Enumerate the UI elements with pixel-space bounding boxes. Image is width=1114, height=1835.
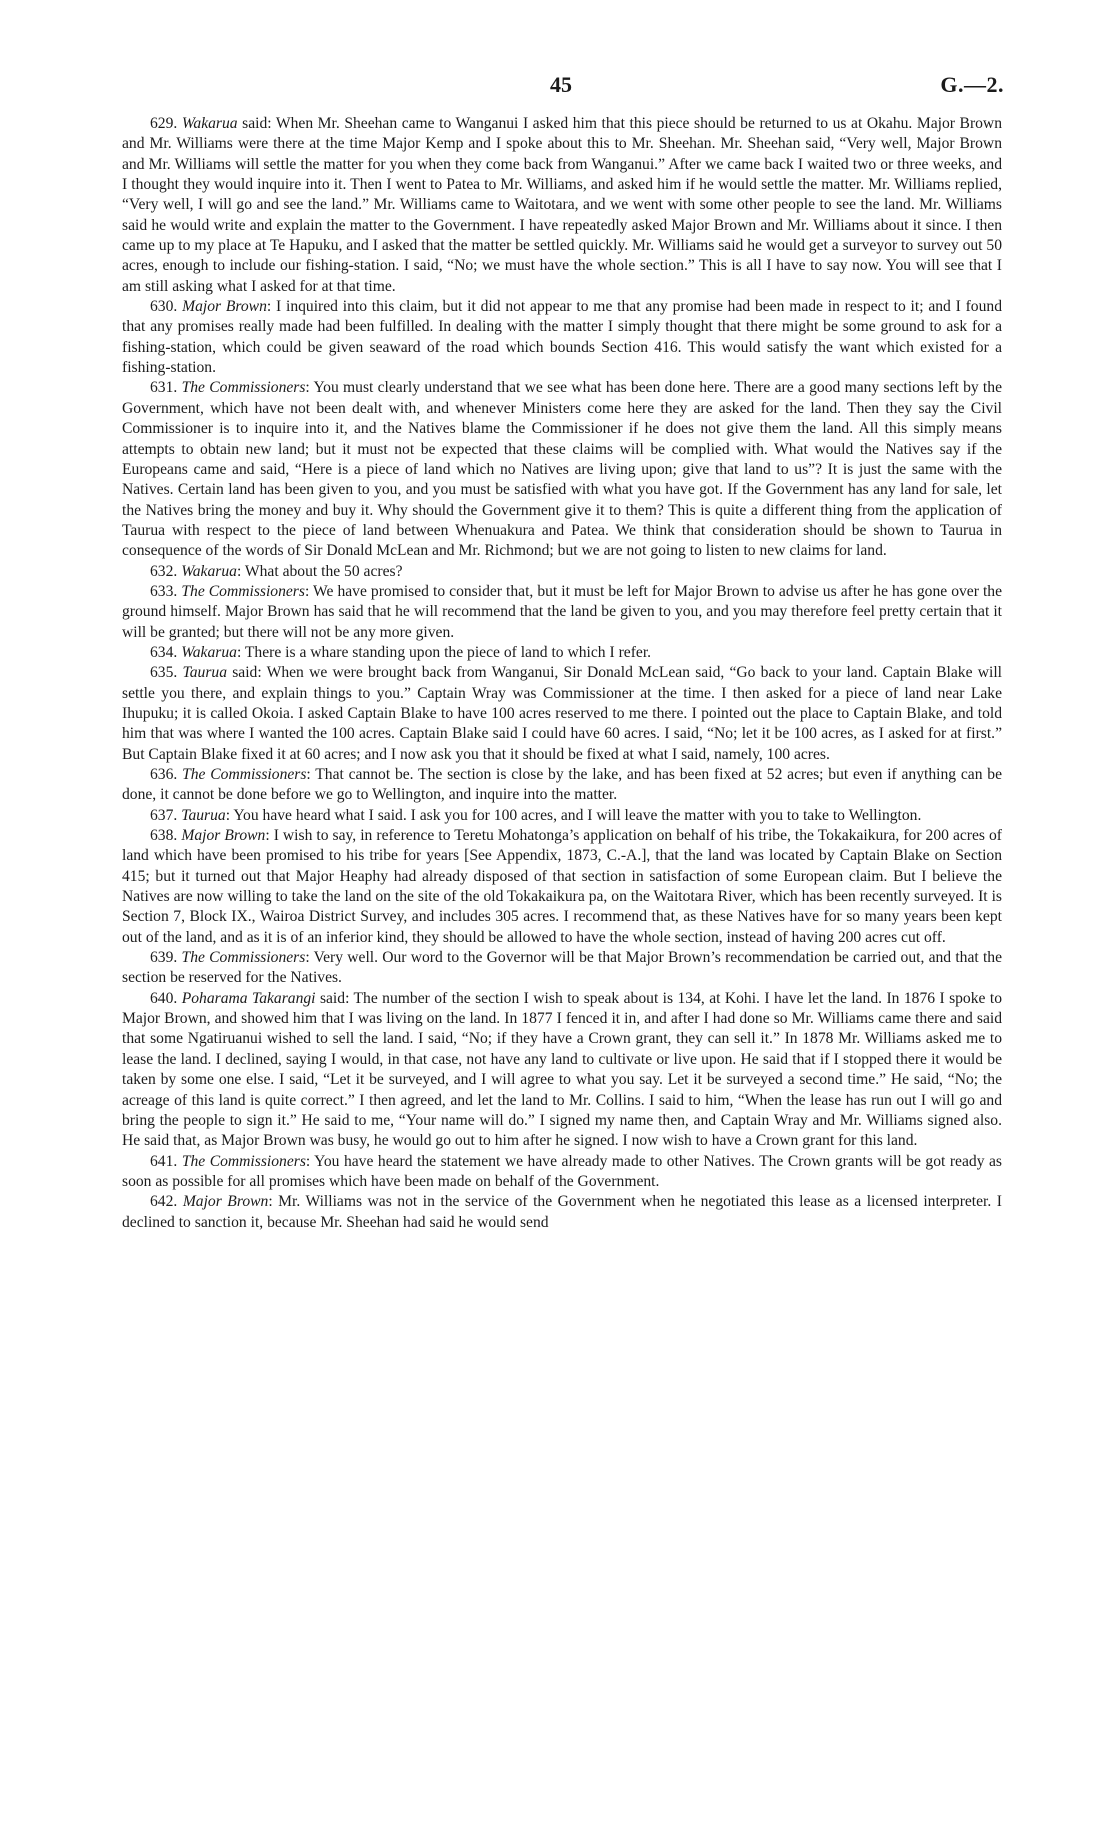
speaker-name: Poharama Takarangi bbox=[181, 989, 316, 1007]
document-reference: G.—2. bbox=[940, 72, 1004, 97]
paragraph-630 bbox=[122, 297, 1002, 378]
paragraph-639 bbox=[122, 948, 1002, 989]
paragraph-text: : You have heard what I said. I ask you for 100 acres, and I will leave the matter with you to take to Wellington. bbox=[225, 806, 922, 824]
paragraph-number: 636. bbox=[150, 766, 178, 783]
paragraph-number: 631. bbox=[150, 379, 178, 397]
paragraph-number: 641. bbox=[150, 1152, 178, 1170]
paragraph-633 bbox=[122, 582, 1002, 643]
speaker-name: Major Brown bbox=[182, 1193, 269, 1211]
paragraph-629 bbox=[122, 114, 1002, 297]
speaker-name: The Commissioners bbox=[181, 379, 306, 397]
paragraph-number: 632. bbox=[150, 562, 178, 580]
paragraph-number: 638. bbox=[150, 827, 178, 845]
paragraph-text: : What about the 50 acres? bbox=[236, 562, 403, 580]
paragraph-637 bbox=[122, 806, 1002, 826]
paragraph-text: : You have heard the statement we have already made to other Natives. The Crown grants will be got ready as soon as possible for all promises which have been made on behalf of the Government. bbox=[122, 1152, 1002, 1190]
document-body bbox=[122, 114, 1002, 1233]
paragraph-642 bbox=[122, 1192, 1002, 1233]
paragraph-number: 640. bbox=[150, 989, 178, 1007]
paragraph-number: 633. bbox=[150, 582, 178, 600]
speaker-name: Major Brown bbox=[182, 298, 267, 316]
paragraph-632 bbox=[122, 562, 1002, 582]
speaker-name: Taurua bbox=[182, 664, 228, 682]
paragraph-640 bbox=[122, 989, 1002, 1152]
paragraph-number: 642. bbox=[150, 1193, 178, 1211]
speaker-name: Wakarua bbox=[181, 562, 237, 580]
paragraph-text: said: When we were brought back from Wanganui, Sir Donald McLean said, “Go back to your land. Captain Blake will settle you there, and explain things to you.” Captain Wray was Commissioner at the time. I then asked for a piece of land near Lake Ihupuku; it is called Okoia. I asked Captain Blake to have 100 acres reserved to me there. I pointed out the place to Captain Blake, and told him that was where I wanted the 100 acres. Captain Blake said I could have 60 acres. I said, “No; let it be 100 acres, as I asked for at first.” But Captain Blake fixed it at 60 acres; and I now ask you that it should be fixed at what I said, namely, 100 acres. bbox=[122, 664, 1002, 763]
paragraph-number: 630. bbox=[150, 298, 178, 316]
page-header bbox=[0, 72, 1114, 102]
speaker-name: Taurua bbox=[181, 806, 226, 824]
speaker-name: The Commissioners bbox=[181, 949, 306, 967]
speaker-name: The Commissioners bbox=[182, 766, 307, 783]
paragraph-text: : We have promised to consider that, but it must be left for Major Brown to advise us after he has gone over the ground himself. Major Brown has said that he will recommend that the land be given to you, and you may therefore feel pretty certain that it will be granted; but there will not be any more given. bbox=[122, 582, 1003, 641]
paragraph-number: 635. bbox=[150, 664, 178, 682]
speaker-name: The Commissioners bbox=[181, 582, 305, 600]
paragraph-number: 639. bbox=[150, 949, 178, 967]
paragraph-text: : There is a whare standing upon the piece of land to which I refer. bbox=[236, 643, 652, 661]
paragraph-text: : Mr. Williams was not in the service of the Government when he negotiated this lease as a licensed interpreter. I declined to sanction it, because Mr. Sheehan had said he would send bbox=[122, 1193, 1002, 1231]
speaker-name: Wakarua bbox=[181, 643, 237, 661]
speaker-name: The Commissioners bbox=[181, 1152, 306, 1170]
paragraph-number: 637. bbox=[150, 806, 178, 824]
paragraph-634 bbox=[122, 643, 1002, 663]
speaker-name: Wakarua bbox=[181, 115, 238, 132]
paragraph-text: : Very well. Our word to the Governor will be that Major Brown’s recommendation be carried out, and that the section be reserved for the Natives. bbox=[122, 949, 1002, 987]
paragraph-text: said: The number of the section I wish to speak about is 134, at Kohi. I have let the land. In 1876 I spoke to Major Brown, and showed him that I was living on the land. In 1877 I fenced it in, and after I had done so Mr. Williams came there and said that some Ngatiruanui wished to sell the land. I said, “No; if they have a Crown grant, they can sell it.” In 1878 Mr. Williams asked me to lease the land. I declined, saying I would, in that case, not have any land to cultivate or live upon. He said that if I stopped there it would be taken by some one else. I said, “Let it be surveyed, and I will agree to what you say. Let it be surveyed a second time.” He said, “No; the acreage of this land is quite correct.” I then agreed, and let the land to Mr. Collins. I said to him, “When the lease has run out I will go and bring the people to sign it.” He said to me, “Your name will do.” I signed my name then, and Captain Wray and Mr. Williams signed also. He said that, as Major Brown was busy, he would go out to him after he signed. I now wish to have a Crown grant for this land. bbox=[122, 989, 1002, 1150]
paragraph-text: : That cannot be. The section is close by the lake, and has been fixed at 52 acres; but even if anything can be done, it cannot be done before we go to Wellington, and inquire into the matter. bbox=[122, 766, 1002, 804]
paragraph-text: : I wish to say, in reference to Teretu Mohatonga’s application on behalf of his tribe, the Tokakaikura, for 200 acres of land which have been promised to his tribe for years [See Appendix, 1873, C.-A.], that the land was located by Captain Blake on Section 415; but it turned out that Major Heaphy had already disposed of that section in satisfaction of some European claim. But I believe the Natives are now willing to take the land on the site of the old Tokakaikura pa, on the Waitotara River, which has been recently surveyed. It is Section 7, Block IX., Wairoa District Survey, and includes 305 acres. I recommend that, as these Natives have for so many years been kept out of the land, and as it is of an inferior kind, they should be allowed to have the whole section, instead of having 200 acres cut off. bbox=[122, 827, 1002, 946]
paragraph-641 bbox=[122, 1152, 1002, 1193]
paragraph-text: said: When Mr. Sheehan came to Wanganui I asked him that this piece should be returned to us at Okahu. Major Brown and Mr. Williams were there at the time Major Kemp and I spoke about this to Mr. Sheehan. Mr. Sheehan said, “Very well, Major Brown and Mr. Williams will settle the matter for you when they come back from Wanganui.” After we came back I waited two or three weeks, and I thought they would inquire into it. Then I went to Patea to Mr. Williams, and asked him if he would settle the matter. Mr. Williams replied, “Very well, I will go and see the land.” Mr. Williams came to Waitotara, and we went with some other people to see the land. Mr. Williams said he would write and explain the matter to the Government. I have repeatedly asked Major Brown and Mr. Williams about it since. I then came up to my place at Te Hapuku, and I asked that the matter be settled quickly. Mr. Williams said he would get a surveyor to survey out 50 acres, enough to include our fishing-station. I said, “No; we must have the whole section.” This is all I have to say now. You will see that I am still asking what I asked for at that time. bbox=[122, 115, 1002, 295]
paragraph-number: 629. bbox=[150, 115, 178, 132]
paragraph-text: : I inquired into this claim, but it did not appear to me that any promise had been made in respect to it; and I found that any promises really made had been fulfilled. In dealing with the matter I simply thought that there might be some ground to ask for a fishing-station, which could be given seaward of the road which bounds Section 416. This would satisfy the want which existed for a fishing-station. bbox=[122, 298, 1002, 377]
paragraph-text: : You must clearly understand that we see what has been done here. There are a good many sections left by the Government, which have not been dealt with, and whenever Ministers come here they are asked for the land. Then they say the Civil Commissioner is to inquire into it, and the Natives blame the Commissioner if he does not give them the land. All this simply means attempts to obtain new land; but it must not be expected that these claims will be complied with. What would the Natives say if the Europeans came and said, “Here is a piece of land which no Natives are living upon; give that land to us”? It is just the same with the Natives. Certain land has been given to you, and you must be satisfied with what you have got. If the Government has any land for sale, let the Natives bring the money and buy it. Why should the Government give it to them? This is quite a different thing from the application of Taurua with respect to the piece of land between Whenuakura and Patea. We think that consideration should be shown to Taurua in consequence of the words of Sir Donald McLean and Mr. Richmond; but we are not going to listen to new claims for land. bbox=[122, 379, 1002, 560]
paragraph-631 bbox=[122, 378, 1002, 561]
paragraph-636 bbox=[122, 765, 1002, 806]
speaker-name: Major Brown bbox=[181, 827, 266, 845]
paragraph-635 bbox=[122, 663, 1002, 765]
paragraph-number: 634. bbox=[150, 643, 178, 661]
paragraph-638 bbox=[122, 826, 1002, 948]
page-number: 45 bbox=[550, 72, 572, 97]
